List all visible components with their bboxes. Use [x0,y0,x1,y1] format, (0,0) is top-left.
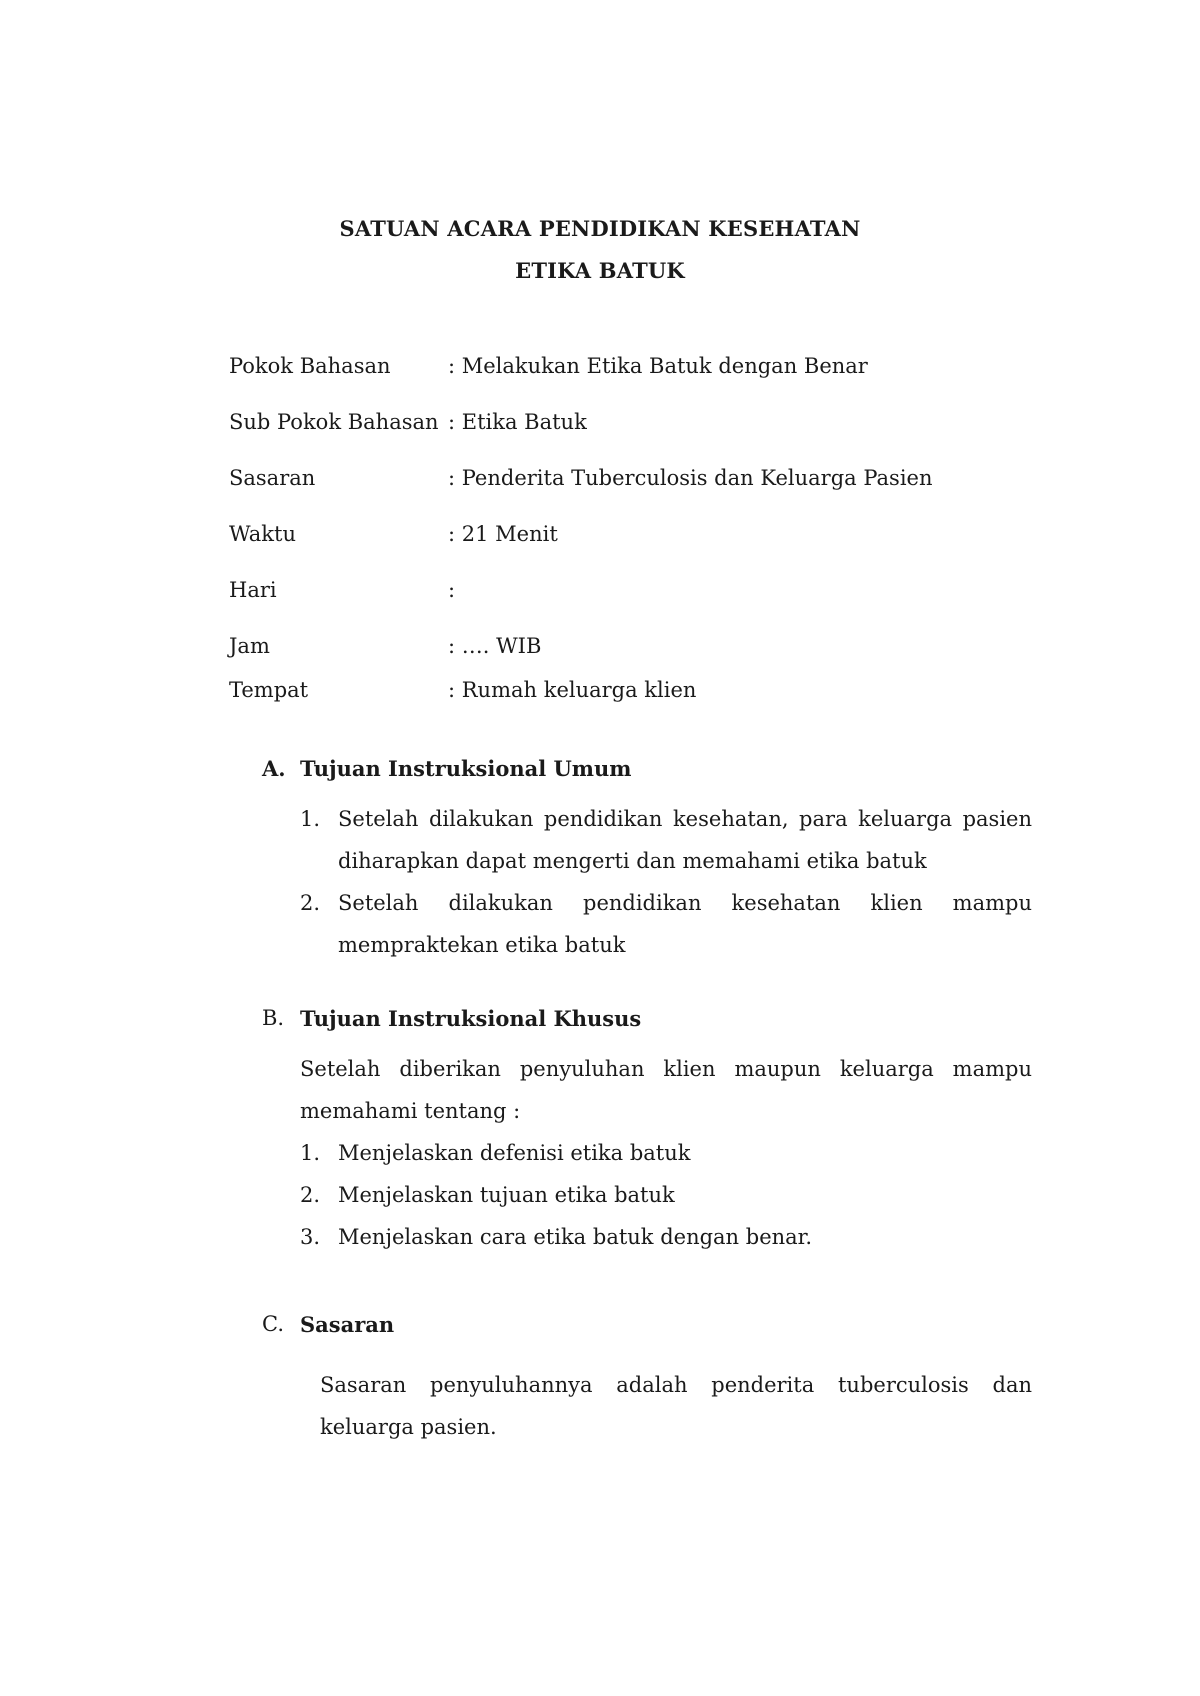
meta-value: : Rumah keluarga klien [448,678,697,702]
meta-value: : Melakukan Etika Batuk dengan Benar [448,354,868,378]
section-title: Sasaran [300,1312,395,1337]
section-title: Tujuan Instruksional Khusus [300,1006,642,1031]
list-item [262,798,1032,882]
section-a [262,756,1032,966]
meta-row-waktu [229,522,1029,578]
list-number: 2. [300,1183,321,1207]
section-intro: Setelah diberikan penyuluhan klien maupun keluarga mampu memahami tentang : [300,1057,1032,1123]
section-letter: B. [262,1006,285,1030]
list-item [262,1132,1032,1174]
list-text: Menjelaskan cara etika batuk dengan benar. [338,1225,813,1249]
list-text: Menjelaskan tujuan etika batuk [338,1183,675,1207]
list-number: 3. [300,1225,321,1249]
meta-label: Sub Pokok Bahasan [229,410,439,434]
list-item [262,882,1032,966]
meta-label: Jam [229,634,270,658]
section-heading [262,1312,1032,1354]
document-subtitle: ETIKA BATUK [515,258,685,283]
meta-row-sub-pokok-bahasan [229,410,1029,466]
section-text: Sasaran penyuluhannya adalah penderita tuberculosis dan keluarga pasien. [320,1373,1032,1439]
meta-row-sasaran [229,466,1029,522]
meta-row-tempat [229,678,1029,734]
section-heading [262,756,1032,798]
list-text: Menjelaskan defenisi etika batuk [338,1141,691,1165]
meta-value: : Penderita Tuberculosis dan Keluarga Pasien [448,466,933,490]
ordered-list [262,798,1032,966]
meta-value: : Etika Batuk [448,410,587,434]
meta-row-hari [229,578,1029,634]
meta-table [229,354,1029,734]
section-heading [262,1006,1032,1048]
list-text: Setelah dilakukan pendidikan kesehatan klien mampu mempraktekan etika batuk [338,891,1032,957]
meta-label: Sasaran [229,466,316,490]
meta-label: Waktu [229,522,296,546]
meta-row-pokok-bahasan [229,354,1029,410]
meta-value: : [448,578,456,602]
section-title: Tujuan Instruksional Umum [300,756,632,781]
list-item [262,1216,1032,1258]
list-text: Setelah dilakukan pendidikan kesehatan, para keluarga pasien diharapkan dapat mengerti dan memahami etika batuk [338,807,1032,873]
list-number: 2. [300,891,321,915]
meta-value: : 21 Menit [448,522,558,546]
section-letter: C. [262,1312,284,1336]
section-letter: A. [262,756,286,781]
section-c [262,1312,1032,1448]
meta-label: Pokok Bahasan [229,354,391,378]
list-number: 1. [300,1141,321,1165]
meta-value: : …. WIB [448,634,542,658]
document-title: SATUAN ACARA PENDIDIKAN KESEHATAN [339,216,861,241]
meta-row-jam [229,634,1029,678]
meta-label: Tempat [229,678,309,702]
list-item [262,1174,1032,1216]
ordered-list [262,1132,1032,1258]
section-b [262,1006,1032,1258]
list-number: 1. [300,807,321,831]
meta-label: Hari [229,578,277,602]
